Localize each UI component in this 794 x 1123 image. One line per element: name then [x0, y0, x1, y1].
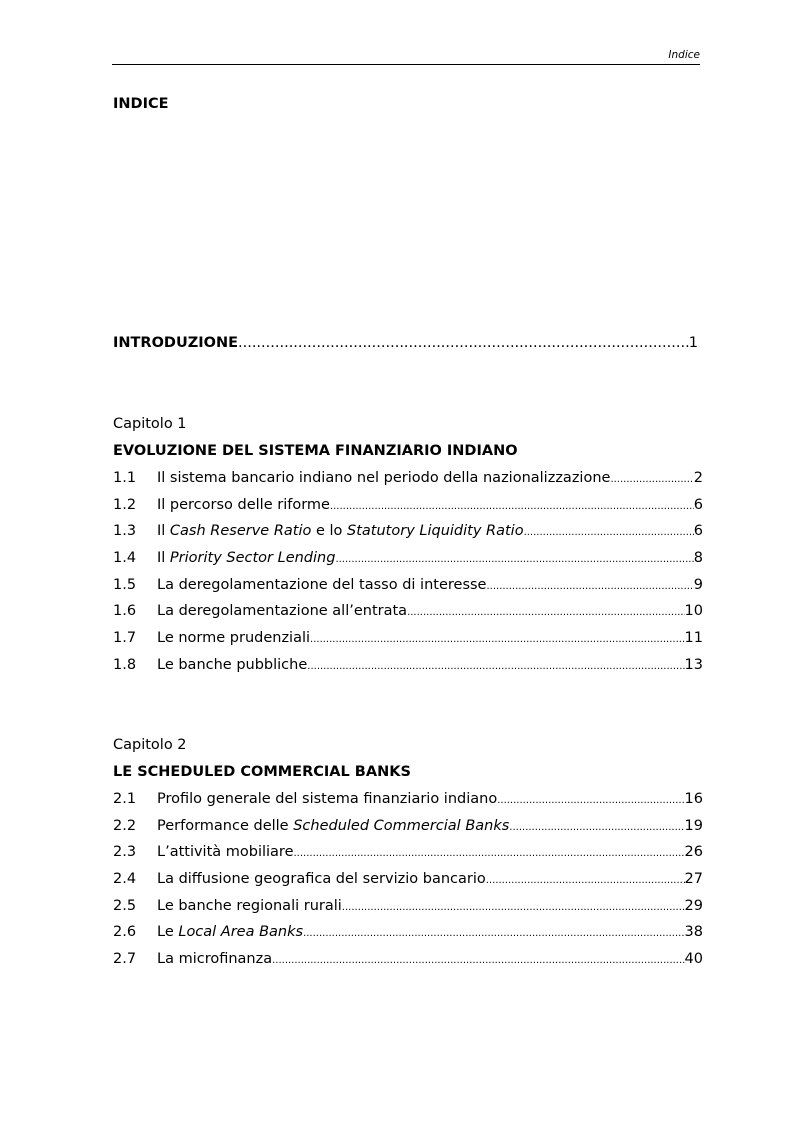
introduction-label: INTRODUZIONE	[113, 335, 238, 351]
toc-entry-page: 2	[693, 470, 703, 486]
toc-entry-number: 2.1	[113, 791, 137, 807]
toc-entry-page: 9	[693, 576, 703, 593]
toc-entry[interactable]	[113, 627, 703, 654]
toc-entry-page: 8	[693, 550, 703, 567]
dot-leader	[238, 335, 689, 351]
toc-entry-page: 6	[693, 496, 703, 513]
toc-entry-page: 19	[684, 817, 703, 834]
toc-entry-title: La deregolamentazione del tasso di interesse	[157, 576, 487, 593]
toc-entry-number: 1.4	[113, 550, 137, 567]
toc-entry-title: La microfinanza	[157, 951, 273, 968]
chapter-2	[113, 734, 703, 975]
toc-entry[interactable]	[113, 841, 703, 868]
toc-entry-number: 2.2	[113, 817, 137, 834]
dot-leader	[335, 549, 693, 571]
toc-entry[interactable]	[113, 600, 703, 627]
toc-entry-page: 27	[684, 871, 703, 888]
toc-entry-number: 1.5	[113, 576, 137, 593]
toc-entry-page: 16	[684, 791, 703, 807]
dot-leader	[486, 576, 693, 598]
chapter-1	[113, 413, 703, 681]
chapter-2-entries	[113, 788, 703, 975]
dot-leader	[486, 870, 685, 892]
toc-entry-page: 11	[684, 630, 703, 647]
toc-entry-title: Le Local Area Banks	[157, 924, 304, 941]
toc-entry-title: Il percorso delle riforme	[157, 496, 330, 513]
dot-leader	[330, 496, 694, 518]
toc-entry-title: Il Cash Reserve Ratio e lo Statutory Liquidity Ratio	[157, 523, 524, 540]
toc-entry-number: 2.3	[113, 844, 137, 861]
toc-entry[interactable]	[113, 494, 703, 521]
toc-entry-number: 1.8	[113, 656, 137, 673]
toc-entry-number: 1.6	[113, 603, 137, 620]
toc-entry-page: 38	[684, 924, 703, 941]
toc-entry-number: 2.6	[113, 924, 137, 941]
toc-entry-title: Le banche pubbliche	[157, 656, 308, 673]
toc-entry-title: Il sistema bancario indiano nel periodo della nazionalizzazione	[157, 470, 611, 486]
toc-entry-number: 1.7	[113, 630, 137, 647]
chapter-title: EVOLUZIONE DEL SISTEMA FINANZIARIO INDIANO	[113, 443, 518, 459]
toc-entry[interactable]	[113, 868, 703, 895]
toc-entry-title: Le norme prudenziali	[157, 630, 311, 647]
dot-leader	[497, 790, 684, 812]
dot-leader	[310, 629, 685, 651]
toc-entry-title: Performance delle Scheduled Commercial Banks	[157, 817, 510, 834]
running-header	[112, 46, 700, 65]
dot-leader	[407, 602, 684, 624]
toc-entry-number: 2.7	[113, 951, 137, 968]
toc-entry-page: 6	[693, 523, 703, 540]
toc-entry-title: La diffusione geografica del servizio bancario	[157, 871, 486, 888]
toc-entry[interactable]	[113, 520, 703, 547]
toc-entry-number: 1.3	[113, 523, 137, 540]
dot-leader	[303, 923, 684, 945]
introduction-page: 1	[688, 335, 698, 351]
toc-entry-page: 13	[684, 656, 703, 673]
toc-entry-page: 29	[684, 897, 703, 914]
toc-entry-title: Profilo generale del sistema finanziario indiano	[157, 791, 498, 807]
chapter-title: LE SCHEDULED COMMERCIAL BANKS	[113, 764, 411, 780]
chapter-1-entries	[113, 467, 703, 681]
toc-entry[interactable]	[113, 895, 703, 922]
toc-entry-title: Il Priority Sector Lending	[157, 550, 336, 567]
toc-entry[interactable]	[113, 547, 703, 574]
toc-entry[interactable]	[113, 574, 703, 601]
toc-entry[interactable]	[113, 948, 703, 975]
toc-entry[interactable]	[113, 815, 703, 842]
page-title: INDICE	[113, 96, 169, 112]
toc-entry[interactable]	[113, 788, 703, 815]
dot-leader	[610, 469, 693, 491]
toc-entry-page: 26	[684, 844, 703, 861]
toc-introduction[interactable]	[113, 335, 698, 357]
toc-entry[interactable]	[113, 467, 703, 494]
toc-entry-number: 2.4	[113, 871, 137, 888]
dot-leader	[524, 522, 694, 544]
toc-entry[interactable]	[113, 654, 703, 681]
chapter-label: Capitolo 1	[113, 416, 187, 432]
toc-entry-page: 10	[684, 603, 703, 620]
toc-entry-title: L’attività mobiliare	[157, 844, 294, 861]
toc-entry-title: Le banche regionali rurali	[157, 897, 342, 914]
dot-leader	[509, 817, 684, 839]
toc-entry-title: La deregolamentazione all’entrata	[157, 603, 408, 620]
toc-entry-page: 40	[684, 951, 703, 968]
dot-leader	[342, 897, 685, 919]
toc-entry[interactable]	[113, 921, 703, 948]
toc-entry-number: 2.5	[113, 897, 137, 914]
dot-leader	[294, 843, 685, 865]
dot-leader	[272, 950, 684, 972]
chapter-label: Capitolo 2	[113, 737, 187, 753]
running-header-title: Indice	[668, 49, 700, 61]
toc-entry-number: 1.1	[113, 470, 137, 486]
dot-leader	[307, 656, 684, 678]
toc-entry-number: 1.2	[113, 496, 137, 513]
